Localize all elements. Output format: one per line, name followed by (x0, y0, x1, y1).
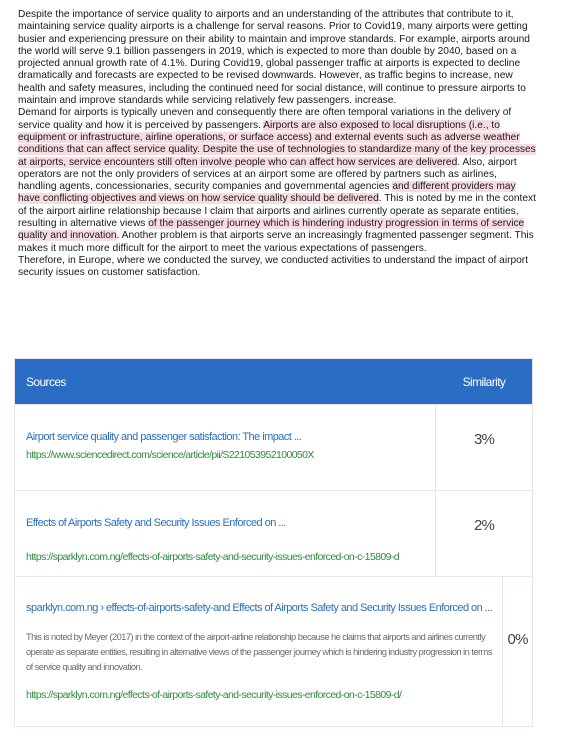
source-title-link[interactable]: Effects of Airports Safety and Security Issues Enforced on ... (26, 517, 286, 529)
source-cell (15, 405, 436, 490)
highlighted-passage-1: Airports are also exposed to local disruptions (i.e., to equipment or infrastructure, airline operations, or surface access) and external events such as adverse weather conditions that can affect service quality. Despite the use of technologies to standardize many of the key processes at airports, service encounters still often involve people who can affect how services are delivered (18, 119, 536, 168)
paragraph-2-text-d: . Another problem is that airports serve an increasingly fragmented passenger segment. This makes it much more difficult for the airport to meet the various expectations of passengers. (18, 230, 534, 254)
table-row (15, 576, 532, 726)
highlighted-passage-2: and different providers may have conflicting objectives and views on how service quality should be delivered (18, 181, 516, 205)
source-url[interactable]: https://www.sciencedirect.com/science/article/pii/S221053952100050X (26, 449, 314, 461)
source-url[interactable]: https://sparklyn.com.ng/effects-of-airports-safety-and-security-issues-enforced-on-c-15809-d (26, 551, 399, 563)
source-title-link[interactable]: sparklyn.com.ng › effects-of-airports-safety-and Effects of Airports Safety and Security Issues Enforced on ... (26, 602, 493, 614)
similarity-value: 2% (473, 517, 495, 534)
paragraph-1: Despite the importance of service quality to airports and an understanding of the attributes that contribute to it, maintaining service quality airports is a challenge for serval reasons. Prior to Covid19, many airports were getting busier and experiencing pressure on their ability to maintain and improve standards. For example, airports around the world will serve 9.1 billion passengers in 2019, which is expected to more than double by 2040, based on a projected annual growth rate of 4.1%. During Covid19, global passenger traffic at airports is expected to decline dramatically and forecasts are expected to be revised downwards. However, as traffic begins to increase, new health and safety measures, including the continued need for social distance, will continue to pressure airports to maintain and improve standards while servicing relatively few passengers. increase. (18, 9, 530, 107)
table-row (15, 490, 532, 576)
highlighted-passage-3: of the passenger journey which is hindering industry progression in terms of service quality and innovation (18, 218, 525, 242)
source-cell (15, 491, 436, 576)
table-header (15, 359, 532, 404)
source-title-link[interactable]: Airport service quality and passenger satisfaction: The impact ... (26, 431, 302, 443)
sources-column-header: Sources (26, 374, 66, 389)
similarity-report-table (14, 358, 533, 727)
paragraph-3: Therefore, in Europe, where we conducted the survey, we conducted activities to understand the impact of airport security issues on customer satisfaction. (18, 254, 529, 279)
paragraph-2 (18, 107, 538, 255)
source-url[interactable]: https://sparklyn.com.ng/effects-of-airports-safety-and-security-issues-enforced-on-c-15809-d/ (26, 689, 402, 701)
similarity-column-header: Similarity (462, 374, 506, 389)
source-snippet: This is noted by Meyer (2017) in the context of the airport-airline relationship because he claims that airports and airlines currently operate as separate entities, resulting in alternative views of the passenger journey which is hindering industry progression in terms of service quality and innovation. (26, 632, 492, 672)
paragraph-2-text-c: . This is noted by me in the context of the airport airline relationship because I claim that airports and airlines currently operate as separate entities, resulting in alternative views (18, 193, 536, 230)
table-row (15, 404, 532, 490)
paragraph-2-text-b: . Also, airport operators are not the only providers of services at an airport some are offered by partners such as airlines, handling agents, concessionaries, security companies and governmental agencies (18, 156, 517, 193)
document-body (18, 9, 538, 280)
similarity-value: 3% (473, 431, 495, 448)
paragraph-2-text-a: Demand for airports is typically uneven and consequently there are often temporal variations in the delivery of service quality and how it is perceived by passengers. (18, 107, 512, 131)
similarity-value: 0% (507, 631, 528, 648)
source-cell (15, 577, 503, 726)
